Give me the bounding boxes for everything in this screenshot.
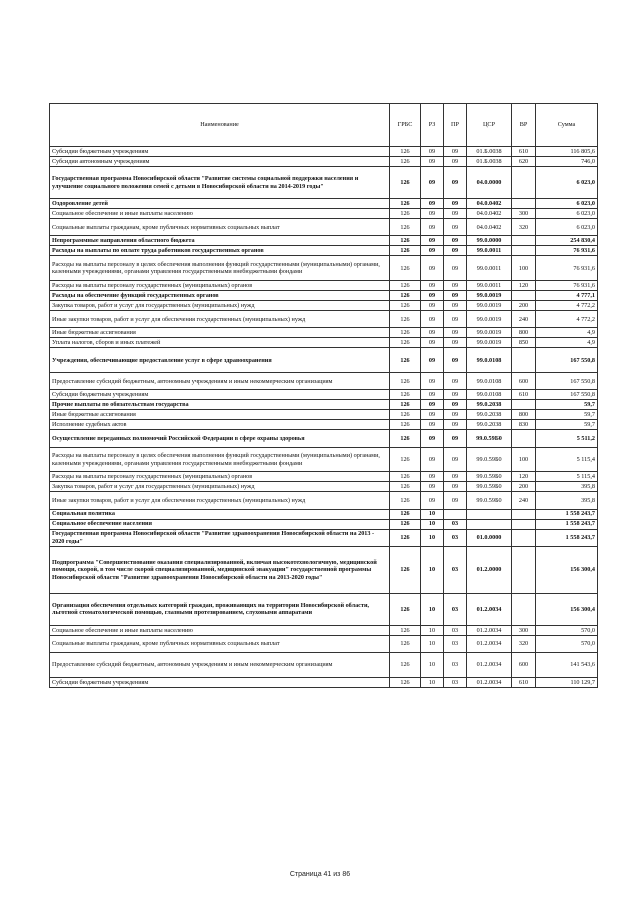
cell-grbs: 126	[390, 209, 421, 219]
cell-grbs: 126	[390, 677, 421, 687]
cell-csr: 99.0.59Б0	[467, 482, 512, 492]
cell-vr: 800	[512, 410, 536, 420]
cell-sum: 156 300,4	[536, 593, 598, 625]
cell-name: Иные бюджетные ассигнования	[50, 410, 390, 420]
cell-name: Уплата налогов, сборов и иных платежей	[50, 338, 390, 348]
cell-pr: 09	[444, 291, 467, 301]
cell-sum: 4,9	[536, 338, 598, 348]
cell-vr: 100	[512, 447, 536, 472]
table-row	[50, 147, 598, 157]
cell-grbs: 126	[390, 482, 421, 492]
cell-sum: 4 772,2	[536, 301, 598, 311]
cell-pr: 09	[444, 410, 467, 420]
table-row	[50, 677, 598, 687]
cell-csr: 99.0.0019	[467, 338, 512, 348]
cell-vr: 600	[512, 653, 536, 678]
cell-grbs: 126	[390, 147, 421, 157]
cell-sum: 59,7	[536, 420, 598, 430]
cell-csr: 99.0.0011	[467, 256, 512, 281]
cell-sum: 110 129,7	[536, 677, 598, 687]
cell-csr: 99.0.2038	[467, 400, 512, 410]
cell-vr: 300	[512, 625, 536, 635]
cell-pr: 03	[444, 677, 467, 687]
cell-pr: 03	[444, 653, 467, 678]
cell-csr: 01.2.0034	[467, 653, 512, 678]
cell-csr: 99.0.0108	[467, 348, 512, 373]
cell-grbs: 126	[390, 430, 421, 447]
cell-sum: 59,7	[536, 400, 598, 410]
col-header-vr: ВР	[512, 104, 536, 147]
cell-vr	[512, 400, 536, 410]
table-row	[50, 509, 598, 519]
cell-vr	[512, 430, 536, 447]
table-row	[50, 199, 598, 209]
table-row	[50, 157, 598, 167]
cell-sum: 5 115,4	[536, 447, 598, 472]
cell-csr: 99.0.0019	[467, 291, 512, 301]
table-row	[50, 472, 598, 482]
table-row	[50, 256, 598, 281]
cell-rz: 09	[421, 430, 444, 447]
cell-sum: 5 115,4	[536, 472, 598, 482]
table-row	[50, 209, 598, 219]
table-row	[50, 447, 598, 472]
cell-rz: 10	[421, 635, 444, 652]
cell-name: Организация обеспечения отдельных категорий граждан, проживающих на территории Новосибирской области, льготной стоматологической помощью, глазными протезированием, слуховыми аппаратами	[50, 593, 390, 625]
table-row	[50, 635, 598, 652]
cell-name: Расходы на выплаты персоналу государственных (муниципальных) органов	[50, 472, 390, 482]
cell-name: Государственная программа Новосибирской области "Развитие системы социальной поддержки населения и улучшение социального положения семей с детьми в Новосибирской области на 2014-2019 годы"	[50, 167, 390, 199]
cell-rz: 10	[421, 509, 444, 519]
cell-csr: 99.0.59Б0	[467, 492, 512, 509]
cell-sum: 141 543,6	[536, 653, 598, 678]
cell-sum: 167 550,8	[536, 390, 598, 400]
cell-csr: 99.0.59Б0	[467, 472, 512, 482]
cell-sum: 6 023,0	[536, 199, 598, 209]
cell-name: Социальные выплаты гражданам, кроме публичных нормативных социальных выплат	[50, 219, 390, 236]
cell-csr: 01.Б.0038	[467, 157, 512, 167]
cell-pr: 09	[444, 328, 467, 338]
cell-csr: 01.2.0000	[467, 546, 512, 593]
table-row	[50, 281, 598, 291]
table-row	[50, 390, 598, 400]
cell-sum: 395,8	[536, 492, 598, 509]
cell-name: Социальные выплаты гражданам, кроме публичных нормативных социальных выплат	[50, 635, 390, 652]
cell-sum: 570,0	[536, 625, 598, 635]
cell-vr: 610	[512, 147, 536, 157]
table-row	[50, 529, 598, 546]
cell-vr	[512, 593, 536, 625]
cell-vr: 620	[512, 157, 536, 167]
col-header-sum: Сумма	[536, 104, 598, 147]
table-row	[50, 519, 598, 529]
cell-pr	[444, 509, 467, 519]
cell-grbs: 126	[390, 281, 421, 291]
cell-pr: 03	[444, 593, 467, 625]
cell-grbs: 126	[390, 199, 421, 209]
cell-csr: 99.0.0011	[467, 246, 512, 256]
cell-grbs: 126	[390, 546, 421, 593]
table-row	[50, 625, 598, 635]
cell-sum: 167 550,8	[536, 348, 598, 373]
cell-name: Непрограммные направления областного бюджета	[50, 236, 390, 246]
table-row	[50, 301, 598, 311]
cell-rz: 09	[421, 348, 444, 373]
cell-rz: 10	[421, 546, 444, 593]
cell-grbs: 126	[390, 291, 421, 301]
cell-pr: 09	[444, 373, 467, 390]
cell-name: Учреждения, обеспечивающие предоставление услуг в сфере здравоохранения	[50, 348, 390, 373]
cell-grbs: 126	[390, 301, 421, 311]
cell-csr: 04.0.0402	[467, 209, 512, 219]
cell-vr: 610	[512, 677, 536, 687]
cell-csr	[467, 519, 512, 529]
cell-grbs: 126	[390, 338, 421, 348]
cell-rz: 09	[421, 492, 444, 509]
cell-name: Субсидии бюджетным учреждениям	[50, 390, 390, 400]
cell-grbs: 126	[390, 219, 421, 236]
cell-pr: 09	[444, 209, 467, 219]
cell-vr: 120	[512, 472, 536, 482]
cell-sum: 59,7	[536, 410, 598, 420]
cell-pr: 03	[444, 635, 467, 652]
cell-vr: 200	[512, 301, 536, 311]
cell-rz: 10	[421, 593, 444, 625]
cell-sum: 254 830,4	[536, 236, 598, 246]
cell-sum: 746,0	[536, 157, 598, 167]
cell-vr: 850	[512, 338, 536, 348]
cell-sum: 6 023,0	[536, 219, 598, 236]
cell-csr: 99.0.59Б0	[467, 430, 512, 447]
cell-pr: 09	[444, 311, 467, 328]
cell-rz: 09	[421, 420, 444, 430]
cell-pr: 09	[444, 301, 467, 311]
cell-rz: 09	[421, 410, 444, 420]
cell-name: Подпрограмма "Совершенствование оказания специализированной, включая высокотехнологичную, медицинской помощи, скорой, в том числе скорой специализированной, медицинской эвакуации" государственной программы Новосибирской области "Развитие здравоохранения Новосибирской области на 2013-2020 годы"	[50, 546, 390, 593]
cell-grbs: 126	[390, 157, 421, 167]
cell-csr: 99.0.0108	[467, 373, 512, 390]
cell-rz: 09	[421, 390, 444, 400]
cell-sum: 4,9	[536, 328, 598, 338]
cell-pr: 09	[444, 348, 467, 373]
cell-pr: 03	[444, 625, 467, 635]
cell-csr: 99.0.2038	[467, 420, 512, 430]
cell-sum: 570,0	[536, 635, 598, 652]
col-header-csr: ЦСР	[467, 104, 512, 147]
cell-name: Закупка товаров, работ и услуг для государственных (муниципальных) нужд	[50, 482, 390, 492]
cell-pr: 09	[444, 447, 467, 472]
cell-vr: 320	[512, 635, 536, 652]
cell-pr: 09	[444, 472, 467, 482]
cell-csr: 01.2.0034	[467, 593, 512, 625]
cell-rz: 09	[421, 311, 444, 328]
cell-pr: 09	[444, 400, 467, 410]
cell-rz: 10	[421, 677, 444, 687]
cell-sum: 1 558 243,7	[536, 519, 598, 529]
cell-name: Исполнение судебных актов	[50, 420, 390, 430]
cell-sum: 167 550,8	[536, 373, 598, 390]
cell-vr	[512, 519, 536, 529]
cell-pr: 09	[444, 246, 467, 256]
cell-rz: 10	[421, 529, 444, 546]
cell-vr: 800	[512, 328, 536, 338]
cell-name: Иные закупки товаров, работ и услуг для обеспечения государственных (муниципальных) нужд	[50, 311, 390, 328]
cell-rz: 09	[421, 167, 444, 199]
cell-name: Социальная политика	[50, 509, 390, 519]
cell-csr: 99.0.0108	[467, 390, 512, 400]
cell-csr: 04.0.0402	[467, 199, 512, 209]
cell-csr: 04.0.0000	[467, 167, 512, 199]
cell-grbs: 126	[390, 635, 421, 652]
cell-csr: 99.0.0019	[467, 328, 512, 338]
cell-name: Осуществление переданных полномочий Российской Федерации в сфере охраны здоровья	[50, 430, 390, 447]
cell-csr: 01.2.0034	[467, 625, 512, 635]
cell-pr: 09	[444, 167, 467, 199]
cell-csr: 01.0.0000	[467, 529, 512, 546]
table-row	[50, 482, 598, 492]
cell-vr	[512, 291, 536, 301]
cell-name: Закупка товаров, работ и услуг для государственных (муниципальных) нужд	[50, 301, 390, 311]
cell-csr: 99.0.0011	[467, 281, 512, 291]
table-row	[50, 338, 598, 348]
col-header-grbs: ГРБС	[390, 104, 421, 147]
cell-rz: 10	[421, 625, 444, 635]
cell-name: Иные закупки товаров, работ и услуг для обеспечения государственных (муниципальных) нужд	[50, 492, 390, 509]
cell-rz: 09	[421, 338, 444, 348]
cell-grbs: 126	[390, 529, 421, 546]
cell-rz: 09	[421, 236, 444, 246]
cell-rz: 09	[421, 472, 444, 482]
cell-sum: 76 931,6	[536, 256, 598, 281]
cell-pr: 09	[444, 157, 467, 167]
cell-name: Субсидии бюджетным учреждениям	[50, 677, 390, 687]
table-row	[50, 348, 598, 373]
cell-grbs: 126	[390, 410, 421, 420]
cell-name: Расходы на выплаты персоналу в целях обеспечения выполнения функций государственными (муниципальными) органами, казенными учреждениями, органами управления государственными внебюджетными фондами	[50, 447, 390, 472]
cell-pr: 09	[444, 430, 467, 447]
cell-rz: 09	[421, 281, 444, 291]
table-header	[50, 104, 598, 147]
cell-csr: 01.2.0034	[467, 635, 512, 652]
table-row	[50, 420, 598, 430]
cell-name: Прочие выплаты по обязательствам государства	[50, 400, 390, 410]
col-header-name: Наименование	[50, 104, 390, 147]
cell-pr: 09	[444, 338, 467, 348]
table-body	[50, 147, 598, 688]
cell-sum: 4 772,2	[536, 311, 598, 328]
cell-name: Расходы на выплаты персоналу государственных (муниципальных) органов	[50, 281, 390, 291]
cell-grbs: 126	[390, 246, 421, 256]
table-row	[50, 593, 598, 625]
cell-name: Предоставление субсидий бюджетным, автономным учреждениям и иным некоммерческим организациям	[50, 373, 390, 390]
cell-sum: 156 300,4	[536, 546, 598, 593]
cell-grbs: 126	[390, 311, 421, 328]
cell-vr: 100	[512, 256, 536, 281]
cell-csr: 01.2.0034	[467, 677, 512, 687]
cell-pr: 09	[444, 199, 467, 209]
page-number: Страница 41 из 86	[289, 871, 351, 878]
cell-grbs: 126	[390, 492, 421, 509]
cell-pr: 09	[444, 420, 467, 430]
table-row	[50, 219, 598, 236]
cell-rz: 09	[421, 328, 444, 338]
cell-vr	[512, 529, 536, 546]
cell-grbs: 126	[390, 390, 421, 400]
cell-sum: 1 558 243,7	[536, 509, 598, 519]
cell-pr: 09	[444, 492, 467, 509]
table-row	[50, 410, 598, 420]
cell-name: Предоставление субсидий бюджетным, автономным учреждениям и иным некоммерческим организациям	[50, 653, 390, 678]
cell-pr: 09	[444, 219, 467, 236]
cell-rz: 09	[421, 256, 444, 281]
cell-sum: 76 931,6	[536, 246, 598, 256]
cell-vr: 240	[512, 492, 536, 509]
cell-vr	[512, 546, 536, 593]
cell-vr	[512, 236, 536, 246]
cell-grbs: 126	[390, 420, 421, 430]
cell-pr: 09	[444, 147, 467, 157]
col-header-rz: РЗ	[421, 104, 444, 147]
table-row	[50, 246, 598, 256]
cell-csr: 99.0.0019	[467, 301, 512, 311]
cell-csr: 99.0.59Б0	[467, 447, 512, 472]
cell-sum: 1 558 243,7	[536, 529, 598, 546]
cell-grbs: 126	[390, 348, 421, 373]
table-row	[50, 236, 598, 246]
cell-rz: 09	[421, 147, 444, 157]
cell-grbs: 126	[390, 593, 421, 625]
cell-grbs: 126	[390, 328, 421, 338]
cell-name: Субсидии бюджетным учреждениям	[50, 147, 390, 157]
cell-grbs: 126	[390, 256, 421, 281]
cell-name: Расходы на выплаты по оплате труда работников государственных органов	[50, 246, 390, 256]
table-row	[50, 328, 598, 338]
cell-name: Расходы на выплаты персоналу в целях обеспечения выполнения функций государственными (муниципальными) органами, казенными учреждениями, органами управления государственными внебюджетными фондами	[50, 256, 390, 281]
cell-grbs: 126	[390, 373, 421, 390]
cell-rz: 09	[421, 199, 444, 209]
cell-name: Субсидии автономным учреждениям	[50, 157, 390, 167]
cell-rz: 09	[421, 219, 444, 236]
cell-name: Социальное обеспечение населения	[50, 519, 390, 529]
cell-vr: 120	[512, 281, 536, 291]
cell-grbs: 126	[390, 625, 421, 635]
cell-grbs: 126	[390, 400, 421, 410]
cell-csr	[467, 509, 512, 519]
col-header-pr: ПР	[444, 104, 467, 147]
cell-rz: 09	[421, 301, 444, 311]
cell-pr: 09	[444, 482, 467, 492]
cell-vr: 610	[512, 390, 536, 400]
cell-vr: 600	[512, 373, 536, 390]
cell-sum: 395,8	[536, 482, 598, 492]
cell-name: Иные бюджетные ассигнования	[50, 328, 390, 338]
cell-rz: 09	[421, 482, 444, 492]
cell-vr: 320	[512, 219, 536, 236]
cell-rz: 09	[421, 291, 444, 301]
table-row	[50, 430, 598, 447]
cell-vr	[512, 167, 536, 199]
cell-csr: 04.0.0402	[467, 219, 512, 236]
cell-rz: 10	[421, 653, 444, 678]
cell-vr	[512, 348, 536, 373]
cell-pr: 03	[444, 529, 467, 546]
cell-sum: 6 023,0	[536, 209, 598, 219]
cell-rz: 09	[421, 157, 444, 167]
cell-pr: 03	[444, 546, 467, 593]
cell-grbs: 126	[390, 447, 421, 472]
cell-sum: 116 805,6	[536, 147, 598, 157]
cell-sum: 76 931,6	[536, 281, 598, 291]
table-row	[50, 400, 598, 410]
cell-rz: 09	[421, 373, 444, 390]
cell-grbs: 126	[390, 472, 421, 482]
cell-rz: 09	[421, 209, 444, 219]
cell-name: Оздоровление детей	[50, 199, 390, 209]
cell-pr: 09	[444, 236, 467, 246]
cell-sum: 5 511,2	[536, 430, 598, 447]
cell-csr: 99.0.0000	[467, 236, 512, 246]
cell-vr: 300	[512, 209, 536, 219]
cell-rz: 09	[421, 447, 444, 472]
cell-name: Социальное обеспечение и иные выплаты населению	[50, 625, 390, 635]
cell-vr	[512, 246, 536, 256]
budget-table	[49, 103, 598, 688]
table-row	[50, 311, 598, 328]
cell-vr	[512, 199, 536, 209]
cell-name: Расходы на обеспечение функций государственных органов	[50, 291, 390, 301]
table-row	[50, 167, 598, 199]
cell-csr: 99.0.2038	[467, 410, 512, 420]
table-row	[50, 291, 598, 301]
cell-vr: 200	[512, 482, 536, 492]
table-row	[50, 653, 598, 678]
cell-pr: 09	[444, 390, 467, 400]
cell-pr: 09	[444, 256, 467, 281]
cell-name: Социальное обеспечение и иные выплаты населению	[50, 209, 390, 219]
cell-sum: 6 023,0	[536, 167, 598, 199]
cell-vr	[512, 509, 536, 519]
cell-rz: 09	[421, 246, 444, 256]
cell-name: Государственная программа Новосибирской области "Развитие здравоохранения Новосибирской области на 2013 - 2020 годы"	[50, 529, 390, 546]
cell-grbs: 126	[390, 653, 421, 678]
cell-csr: 01.Б.0038	[467, 147, 512, 157]
cell-rz: 09	[421, 400, 444, 410]
cell-sum: 4 777,1	[536, 291, 598, 301]
table-row	[50, 492, 598, 509]
cell-csr: 99.0.0019	[467, 311, 512, 328]
cell-rz: 10	[421, 519, 444, 529]
cell-pr: 03	[444, 519, 467, 529]
table-row	[50, 373, 598, 390]
cell-grbs: 126	[390, 519, 421, 529]
cell-grbs: 126	[390, 236, 421, 246]
cell-pr: 09	[444, 281, 467, 291]
cell-grbs: 126	[390, 167, 421, 199]
cell-vr: 830	[512, 420, 536, 430]
cell-grbs: 126	[390, 509, 421, 519]
cell-vr: 240	[512, 311, 536, 328]
table-row	[50, 546, 598, 593]
